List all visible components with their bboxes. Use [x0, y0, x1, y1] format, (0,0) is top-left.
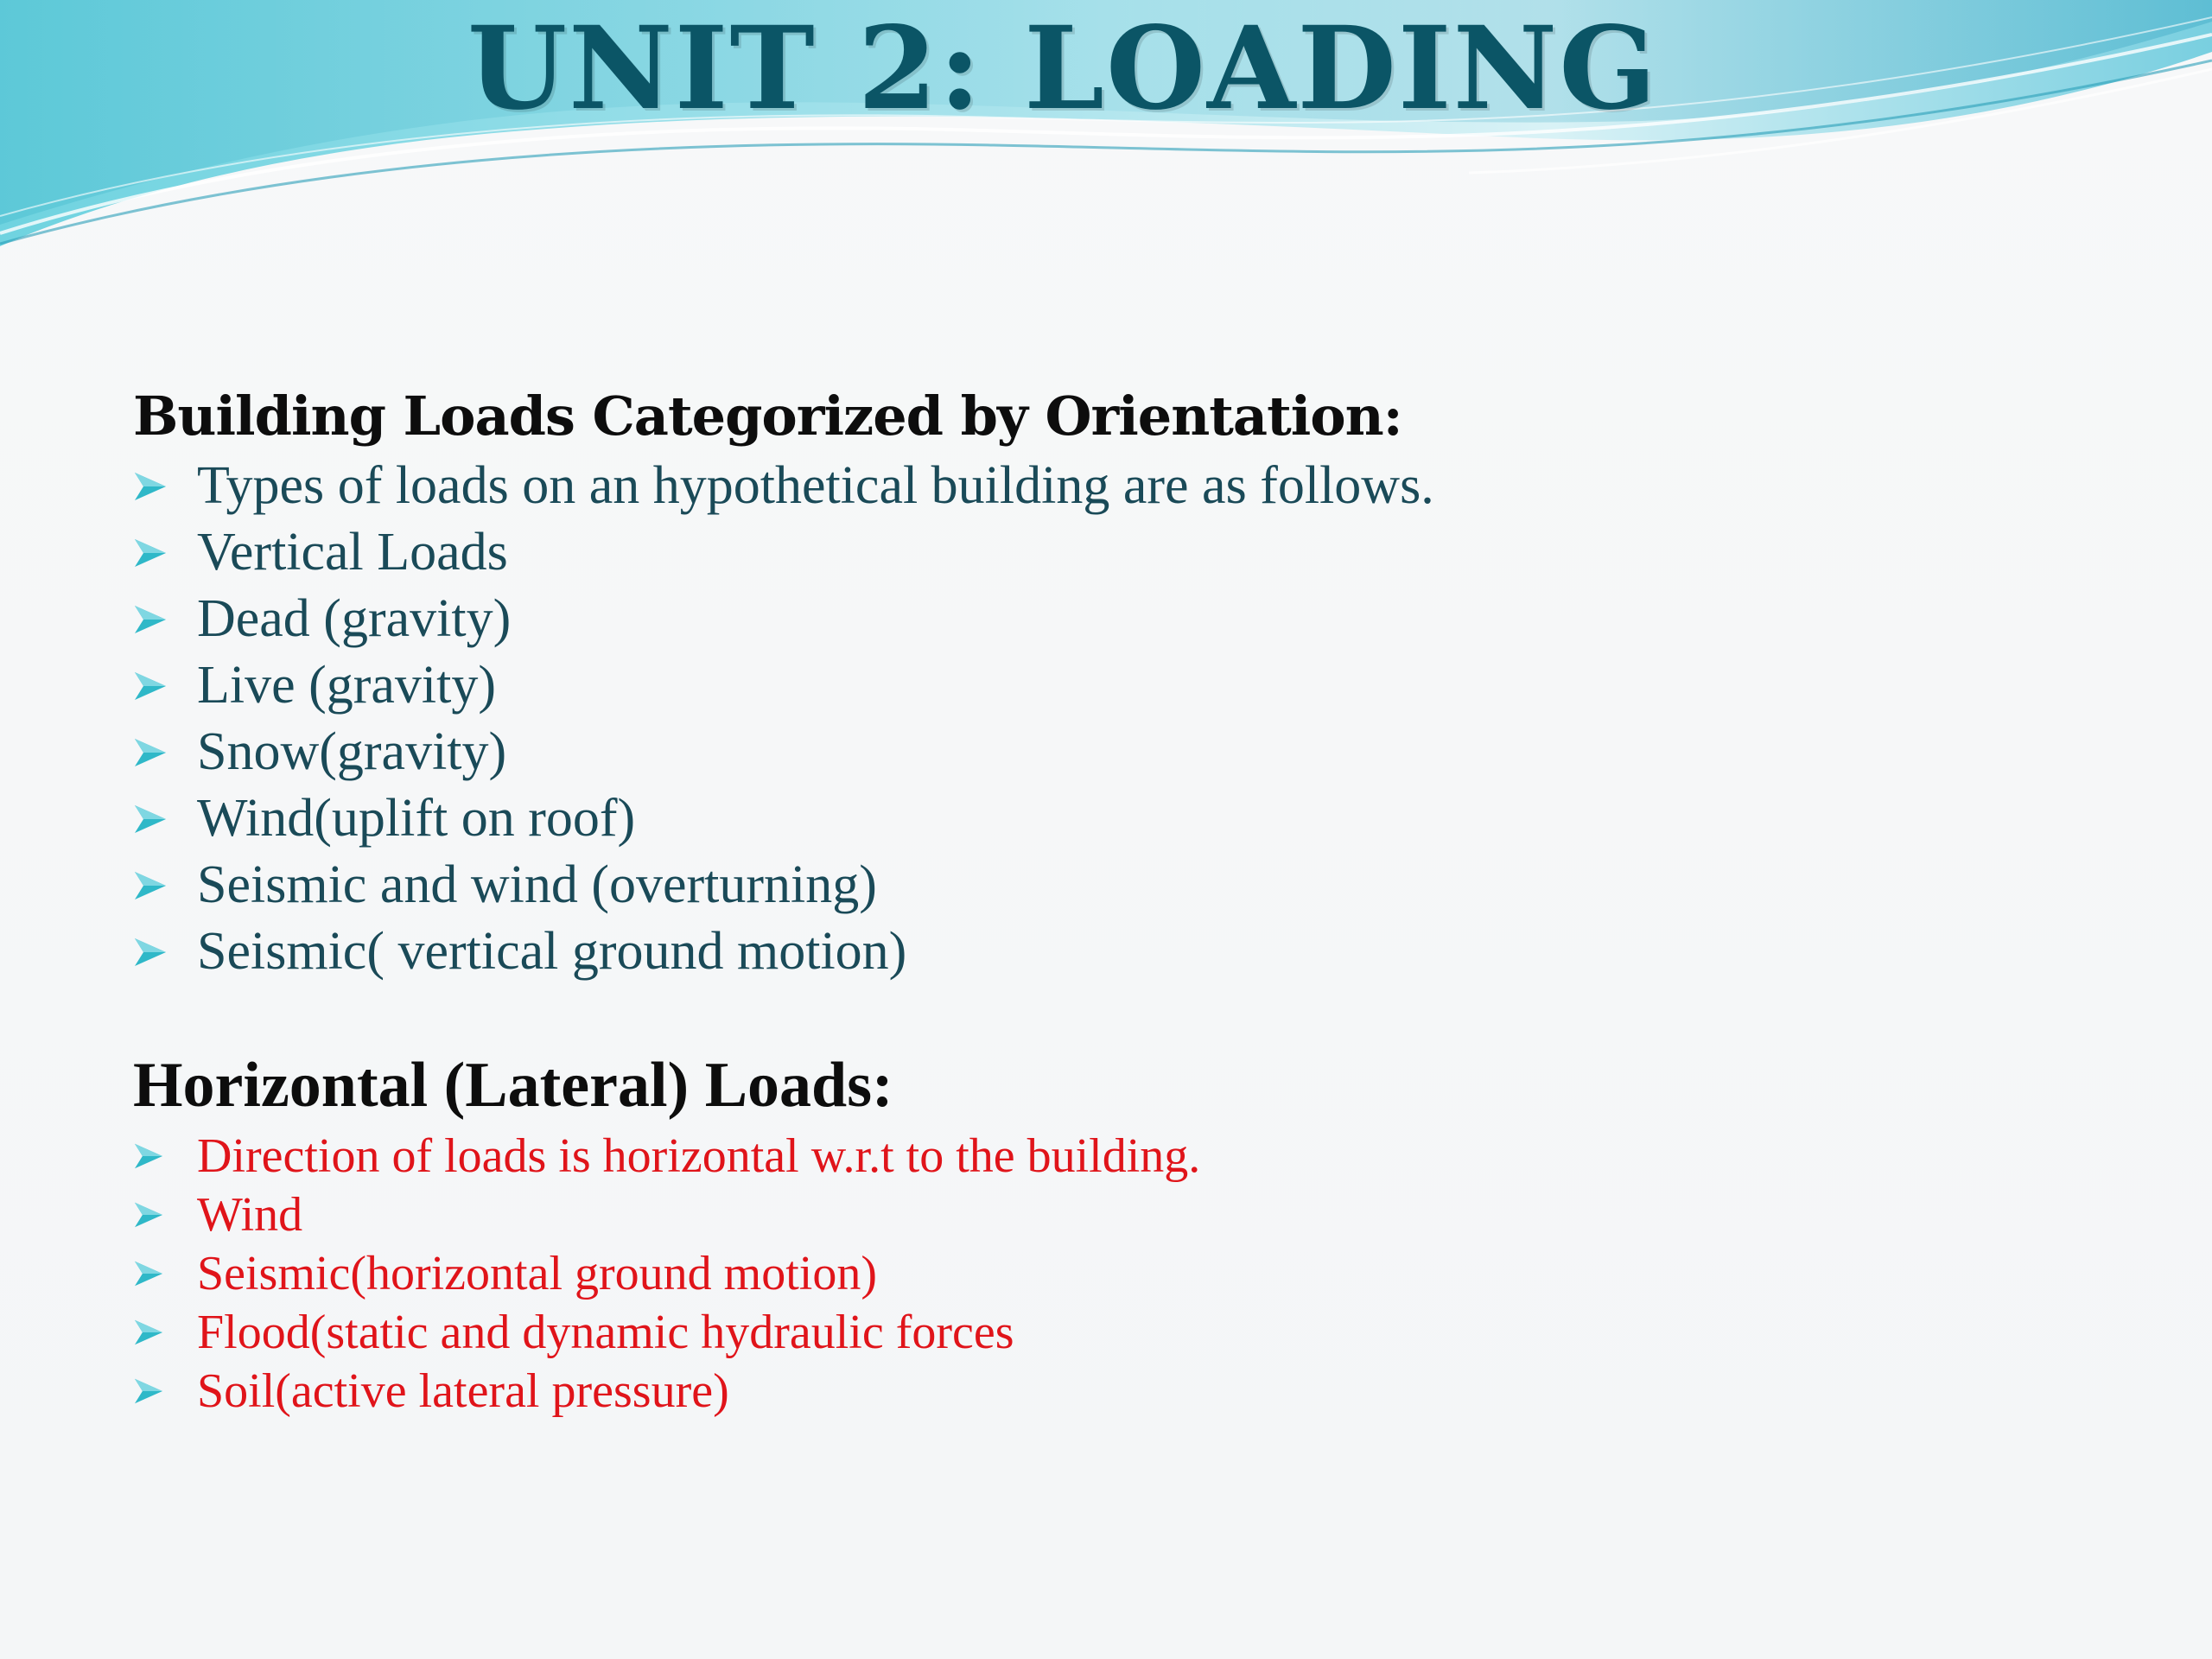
arrowhead-bullet-icon — [133, 870, 197, 901]
arrowhead-bullet-icon — [133, 1260, 197, 1287]
list-item — [133, 719, 1434, 785]
slide-title: UNIT 2: LOADING — [467, 2, 1659, 136]
arrowhead-bullet-icon — [133, 1319, 197, 1346]
list-item-text: Vertical Loads — [197, 523, 508, 582]
list-item — [133, 1127, 1200, 1185]
arrowhead-bullet-icon — [133, 537, 197, 569]
arrowhead-bullet-icon — [133, 671, 197, 702]
list-item-text: Flood(static and dynamic hydraulic forces — [197, 1306, 1014, 1359]
vertical-loads-section — [133, 380, 1434, 985]
horizontal-loads-section — [133, 1044, 1200, 1421]
list-item-text: Direction of loads is horizontal w.r.t to the building. — [197, 1129, 1201, 1183]
list-item-text: Snow(gravity) — [197, 722, 507, 781]
list-item — [133, 519, 1434, 586]
horizontal-loads-list — [133, 1127, 1200, 1421]
list-item-text: Seismic and wind (overturning) — [197, 855, 877, 914]
section-heading: Building Loads Categorized by Orientation: — [133, 385, 1402, 448]
list-item — [133, 652, 1434, 719]
list-item — [133, 453, 1434, 519]
arrowhead-bullet-icon — [133, 1377, 197, 1405]
list-item-text: Types of loads on an hypothetical building are as follows. — [197, 456, 1434, 515]
arrowhead-bullet-icon — [133, 1142, 197, 1170]
list-item — [133, 852, 1434, 918]
list-item — [133, 1303, 1200, 1362]
list-item — [133, 586, 1434, 652]
list-item-text: Wind — [197, 1188, 303, 1242]
arrowhead-bullet-icon — [133, 804, 197, 835]
list-item — [133, 1362, 1200, 1421]
arrowhead-bullet-icon — [133, 471, 197, 502]
list-item-text: Seismic( vertical ground motion) — [197, 922, 907, 981]
list-item — [133, 918, 1434, 985]
list-item-text: Dead (gravity) — [197, 589, 512, 648]
list-item-text: Wind(uplift on roof) — [197, 789, 636, 848]
list-item — [133, 1185, 1200, 1244]
section-heading: Horizontal (Lateral) Loads: — [133, 1050, 893, 1121]
list-item — [133, 785, 1434, 852]
vertical-loads-list — [133, 453, 1434, 985]
list-item-text: Seismic(horizontal ground motion) — [197, 1247, 877, 1300]
list-item-text: Live (gravity) — [197, 656, 497, 715]
arrowhead-bullet-icon — [133, 604, 197, 635]
arrowhead-bullet-icon — [133, 737, 197, 768]
list-item — [133, 1244, 1200, 1303]
list-item-text: Soil(active lateral pressure) — [197, 1364, 729, 1418]
arrowhead-bullet-icon — [133, 1201, 197, 1229]
arrowhead-bullet-icon — [133, 937, 197, 968]
